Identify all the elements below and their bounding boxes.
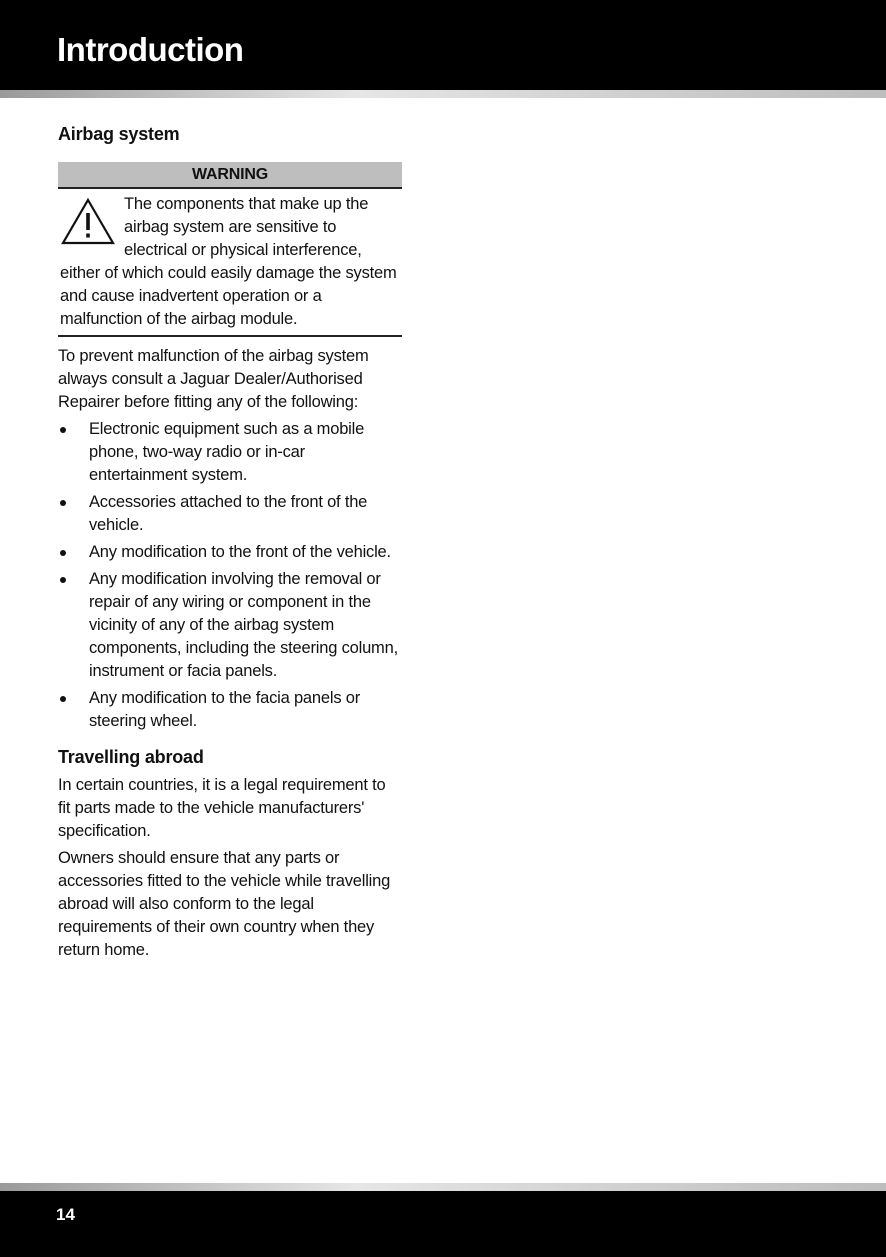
list-item-text: Electronic equipment such as a mobile phone, two-way radio or in-car entertainment system. [89, 420, 365, 484]
header-divider [0, 90, 886, 98]
footer-divider [0, 1183, 886, 1191]
page-number: 14 [56, 1205, 75, 1224]
bullet-icon [60, 696, 66, 702]
warning-body [58, 189, 402, 335]
list-item [58, 418, 402, 487]
section-heading-travel: Travelling abroad [58, 747, 204, 767]
list-item [58, 491, 402, 537]
list-item [58, 687, 402, 733]
airbag-bullet-list [58, 418, 402, 733]
bullet-icon [60, 550, 66, 556]
warning-text: The components that make up the airbag system are sensitive to electrical or physical interference, either of which could easily damage the system and cause inadvertent operation or a malfunction of the airbag module. [60, 195, 397, 328]
warning-label: WARNING [58, 162, 402, 189]
list-item-text: Any modification to the facia panels or steering wheel. [89, 689, 361, 730]
page-footer [0, 1191, 886, 1257]
travel-paragraph: In certain countries, it is a legal requirement to fit parts made to the vehicle manufacturers' specification. [58, 776, 386, 840]
list-item [58, 541, 402, 564]
list-item-text: Any modification involving the removal or repair of any wiring or component in the vicinity of any of the airbag system components, including the steering column, instrument or facia panels. [89, 570, 398, 680]
travel-paragraph: Owners should ensure that any parts or accessories fitted to the vehicle while travelling abroad will also conform to the legal requirements of their own country when they return home. [58, 849, 391, 959]
bullet-icon [60, 427, 66, 433]
page-title: Introduction [57, 31, 244, 68]
warning-triangle-icon [60, 197, 116, 247]
airbag-intro-text: To prevent malfunction of the airbag system always consult a Jaguar Dealer/Authorised Repairer before fitting any of the following: [58, 347, 369, 411]
section-heading-airbag: Airbag system [58, 124, 180, 144]
bullet-icon [60, 500, 66, 506]
bullet-icon [60, 577, 66, 583]
warning-box [58, 162, 402, 337]
page-header [0, 0, 886, 90]
main-content [58, 121, 402, 966]
list-item [58, 568, 402, 683]
list-item-text: Accessories attached to the front of the vehicle. [89, 493, 368, 534]
list-item-text: Any modification to the front of the vehicle. [89, 543, 391, 561]
